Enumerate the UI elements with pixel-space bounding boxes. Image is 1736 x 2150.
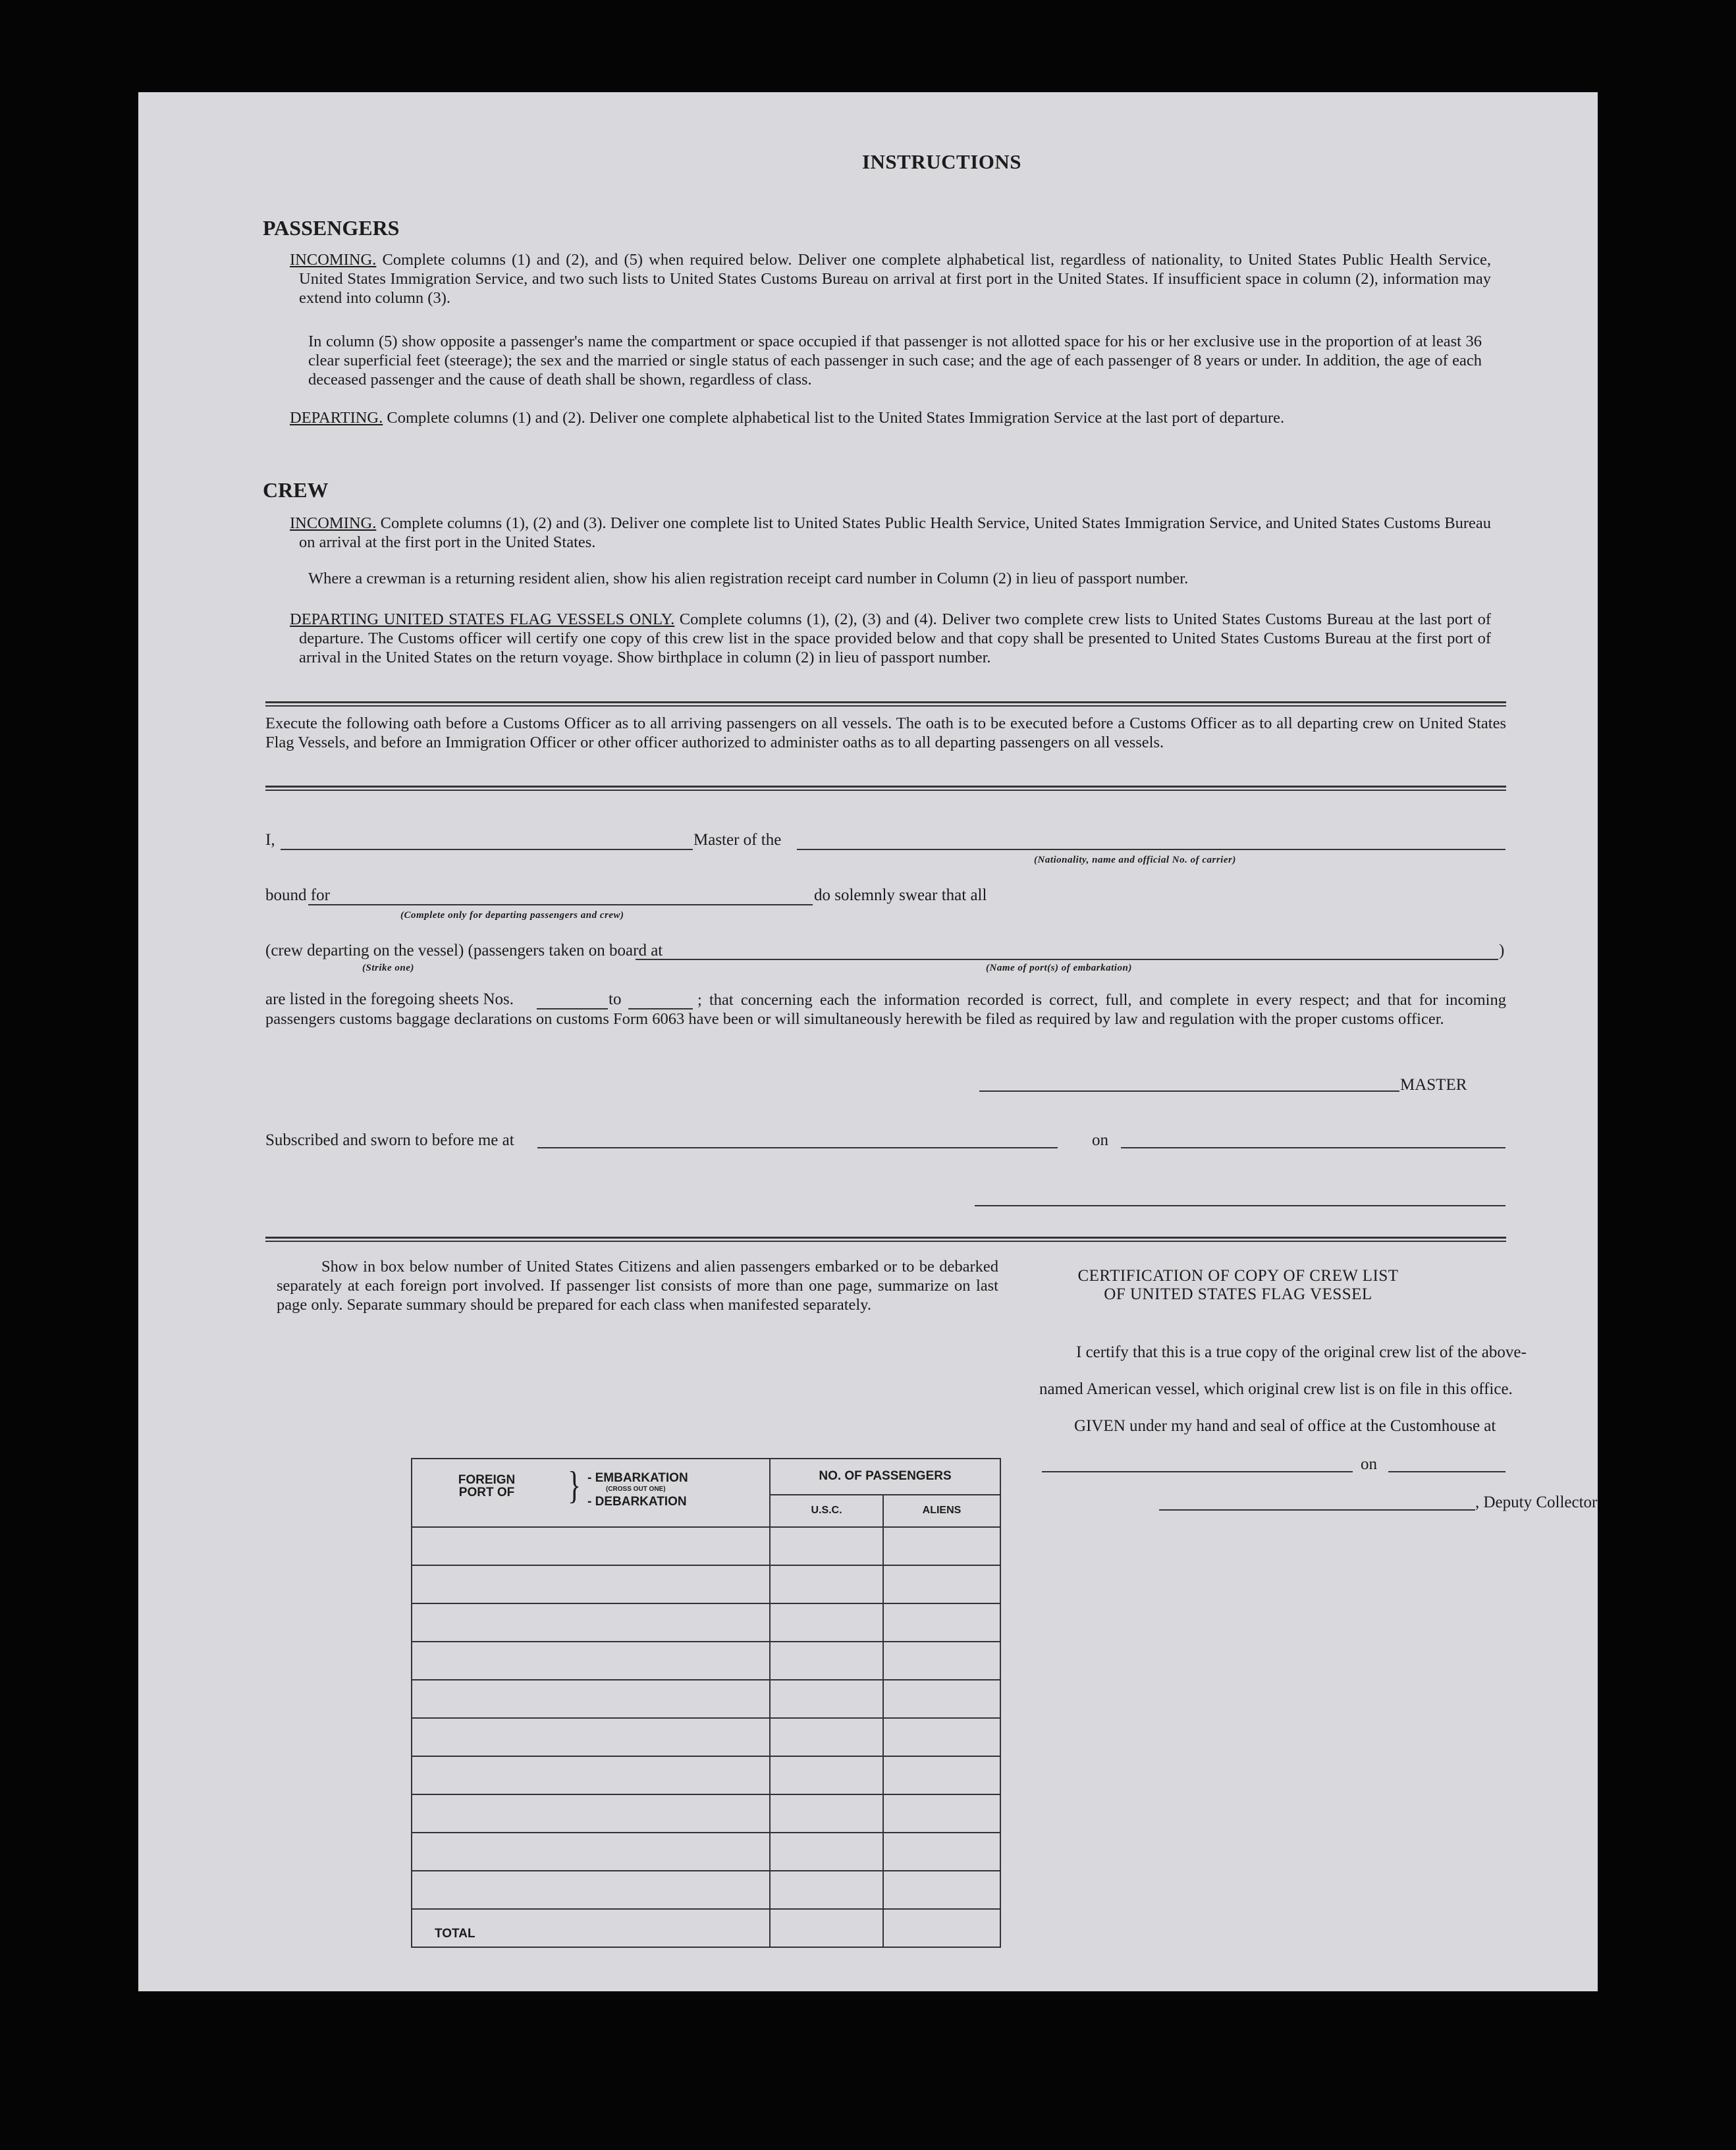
bound-for-hint: (Complete only for departing passengers and crew) [400, 910, 624, 921]
page-title: INSTRUCTIONS [861, 150, 1021, 173]
aliens-cell[interactable] [883, 1756, 1000, 1794]
usc-cell[interactable] [770, 1833, 883, 1871]
swear-label: do solemnly swear that all [814, 886, 987, 904]
usc-cell[interactable] [770, 1871, 883, 1909]
divider [265, 786, 1506, 791]
master-of-the-label: Master of the [693, 831, 782, 849]
sheets-label: are listed in the foregoing sheets Nos. [265, 990, 514, 1008]
oath-intro: Execute the following oath before a Customs Officer as to all arriving passengers on all vessels. The oath is to be executed before a Customs Officer as to all departing crew on United States Flag Vessels, and before an Immigration Officer or other officer authorized to administer oaths as to all departing passengers on all vessels. [265, 714, 1506, 751]
aliens-cell[interactable] [883, 1794, 1000, 1833]
usc-total-cell[interactable] [770, 1909, 883, 1947]
passengers-column5-paragraph: In column (5) show opposite a passenger's name the compartment or space occupied if that passenger is not allotted space for his or her exclusive use in the proportion of at least 36 clear superficial feet (steerage); the sex and the married or single status of each passenger in such case; and the age of each passenger of 8 years or under. In addition, the age of each deceased passenger and the cause of death shall be shown, regardless of class. [308, 333, 1482, 389]
master-label: MASTER [1400, 1076, 1467, 1094]
usc-cell[interactable] [770, 1527, 883, 1565]
certify-text-line1: I certify that this is a true copy of the original crew list of the above- [1076, 1343, 1527, 1361]
deputy-signature-field[interactable] [1159, 1509, 1475, 1511]
bound-for-field[interactable] [308, 904, 813, 905]
passengers-incoming-label: INCOMING. [290, 251, 377, 269]
port-cell[interactable] [412, 1527, 770, 1565]
table-row [412, 1871, 1000, 1909]
port-cell[interactable] [412, 1603, 770, 1642]
certification-title-line2: OF UNITED STATES FLAG VESSEL [1104, 1285, 1372, 1303]
subscribed-label: Subscribed and sworn to before me at [265, 1131, 514, 1149]
certification-title-line1: CERTIFICATION OF COPY OF CREW LIST [1077, 1267, 1399, 1285]
carrier-field[interactable] [797, 849, 1505, 850]
aliens-cell[interactable] [883, 1565, 1000, 1603]
oath-declaration-text: ; that concerning each the information recorded is correct, full, and complete in every respect; and that for incoming passengers customs baggage declarations on customs Form 6063 have been or will simultaneously herewith be filed as required by law and regulation with the proper customs officer. [265, 991, 1506, 1028]
table-row [412, 1642, 1000, 1680]
embarkation-port-field[interactable] [636, 959, 1498, 960]
usc-cell[interactable] [770, 1756, 883, 1794]
aliens-total-cell[interactable] [883, 1909, 1000, 1947]
crew-heading: CREW [263, 478, 329, 502]
total-label: TOTAL [412, 1909, 770, 1947]
usc-cell[interactable] [770, 1565, 883, 1603]
passengers-incoming-paragraph [290, 250, 1491, 308]
divider [265, 1237, 1506, 1242]
master-signature-field[interactable] [979, 1090, 1399, 1092]
aliens-cell[interactable] [883, 1527, 1000, 1565]
brace-glyph: } [568, 1465, 582, 1508]
port-cell[interactable] [412, 1833, 770, 1871]
master-name-field[interactable] [281, 849, 693, 850]
table-row [412, 1833, 1000, 1871]
debarkation-label: - DEBARKATION [587, 1495, 687, 1509]
table-row [412, 1527, 1000, 1565]
aliens-cell[interactable] [883, 1642, 1000, 1680]
usc-cell[interactable] [770, 1603, 883, 1642]
usc-column-header: U.S.C. [770, 1495, 883, 1527]
crew-departing-text: Complete columns (1), (2), (3) and (4). Deliver two complete crew lists to United States Customs Bureau at the last port of departure. The Customs officer will certify one copy of this crew list in the space provided below and that copy shall be presented to United States Customs Bureau at the first port of arrival in the United States on the return voyage. Show birthplace in column (2) in lieu of passport number. [299, 610, 1491, 666]
usc-cell[interactable] [770, 1794, 883, 1833]
no-of-passengers-header: NO. OF PASSENGERS [770, 1459, 1000, 1495]
close-paren: ) [1499, 942, 1505, 959]
bound-for-label: bound for [265, 886, 330, 904]
table-row [412, 1565, 1000, 1603]
port-cell[interactable] [412, 1871, 770, 1909]
aliens-cell[interactable] [883, 1833, 1000, 1871]
usc-cell[interactable] [770, 1680, 883, 1718]
passengers-departing-label: DEPARTING. [290, 409, 383, 427]
sworn-on-label: on [1092, 1131, 1108, 1149]
cross-out-hint: (CROSS OUT ONE) [606, 1486, 666, 1493]
passenger-summary-table [411, 1458, 1001, 1948]
aliens-cell[interactable] [883, 1718, 1000, 1756]
sheets-to-label: to [609, 990, 622, 1008]
passengers-heading: PASSENGERS [263, 216, 400, 240]
crew-departing-label: DEPARTING UNITED STATES FLAG VESSELS ONLY. [290, 610, 675, 628]
cert-on-label: on [1361, 1455, 1377, 1473]
foreign-port-header [412, 1459, 770, 1527]
embarkation-label: - EMBARKATION [587, 1471, 688, 1485]
port-cell[interactable] [412, 1756, 770, 1794]
certify-text-line2: named American vessel, which original crew list is on file in this office. [1039, 1380, 1513, 1398]
usc-cell[interactable] [770, 1642, 883, 1680]
table-row [412, 1680, 1000, 1718]
form-page [138, 92, 1598, 1991]
crew-incoming-text: Complete columns (1), (2) and (3). Deliver one complete list to United States Public Health Service, United States Immigration Service, and United States Customs Bureau on arrival at the first port in the United States. [299, 514, 1492, 551]
customhouse-field[interactable] [1042, 1471, 1353, 1472]
table-row [412, 1603, 1000, 1642]
port-cell[interactable] [412, 1680, 770, 1718]
deputy-collector-label: , Deputy Collector [1475, 1493, 1598, 1511]
table-row [412, 1718, 1000, 1756]
strike-one-hint: (Strike one) [362, 963, 414, 973]
port-cell[interactable] [412, 1642, 770, 1680]
crew-passengers-label: (crew departing on the vessel) (passengers taken on board at [265, 942, 663, 959]
crew-resident-paragraph: Where a crewman is a returning resident alien, show his alien registration receipt card number in Column (2) in lieu of passport number. [308, 570, 1189, 587]
total-row [412, 1909, 1000, 1947]
passengers-departing-text: Complete columns (1) and (2). Deliver one complete alphabetical list to the United States Immigration Service at the last port of departure. [387, 409, 1285, 427]
crew-departing-paragraph [290, 610, 1491, 667]
crew-incoming-label: INCOMING. [290, 514, 377, 532]
port-cell[interactable] [412, 1565, 770, 1603]
carrier-hint: (Nationality, name and official No. of carrier) [1034, 855, 1236, 865]
aliens-cell[interactable] [883, 1603, 1000, 1642]
port-hint: (Name of port(s) of embarkation) [986, 963, 1132, 973]
table-row [412, 1794, 1000, 1833]
passengers-incoming-text: Complete columns (1) and (2), and (5) when required below. Deliver one complete alphabetical list, regardless of nationality, to United States Public Health Service, United States Immigration Service, and two such lists to United States Customs Bureau on arrival at first port in the United States. If insufficient space in column (2), information may extend into column (3). [299, 251, 1492, 307]
officer-signature-field[interactable] [975, 1205, 1505, 1206]
aliens-cell[interactable] [883, 1871, 1000, 1909]
certification-title [1034, 1267, 1442, 1304]
table-row [412, 1756, 1000, 1794]
aliens-cell[interactable] [883, 1680, 1000, 1718]
aliens-column-header: ALIENS [883, 1495, 1000, 1527]
usc-cell[interactable] [770, 1718, 883, 1756]
sworn-date-field[interactable] [1121, 1147, 1505, 1148]
passengers-departing-paragraph [290, 408, 1491, 427]
oath-i-label: I, [265, 831, 275, 849]
sworn-location-field[interactable] [537, 1147, 1058, 1148]
given-text: GIVEN under my hand and seal of office at the Customhouse at [1074, 1417, 1496, 1435]
summary-instructions: Show in box below number of United States Citizens and alien passengers embarked or to be debarked separately at each foreign port involved. If passenger list consists of more than one page, summarize on last page only. Separate summary should be prepared for each class when manifested separately. [277, 1258, 998, 1314]
port-cell[interactable] [412, 1718, 770, 1756]
port-cell[interactable] [412, 1794, 770, 1833]
divider [265, 701, 1506, 707]
cert-date-field[interactable] [1388, 1471, 1505, 1472]
foreign-port-label: FOREIGN PORT OF [458, 1473, 516, 1499]
crew-incoming-paragraph [290, 514, 1491, 552]
